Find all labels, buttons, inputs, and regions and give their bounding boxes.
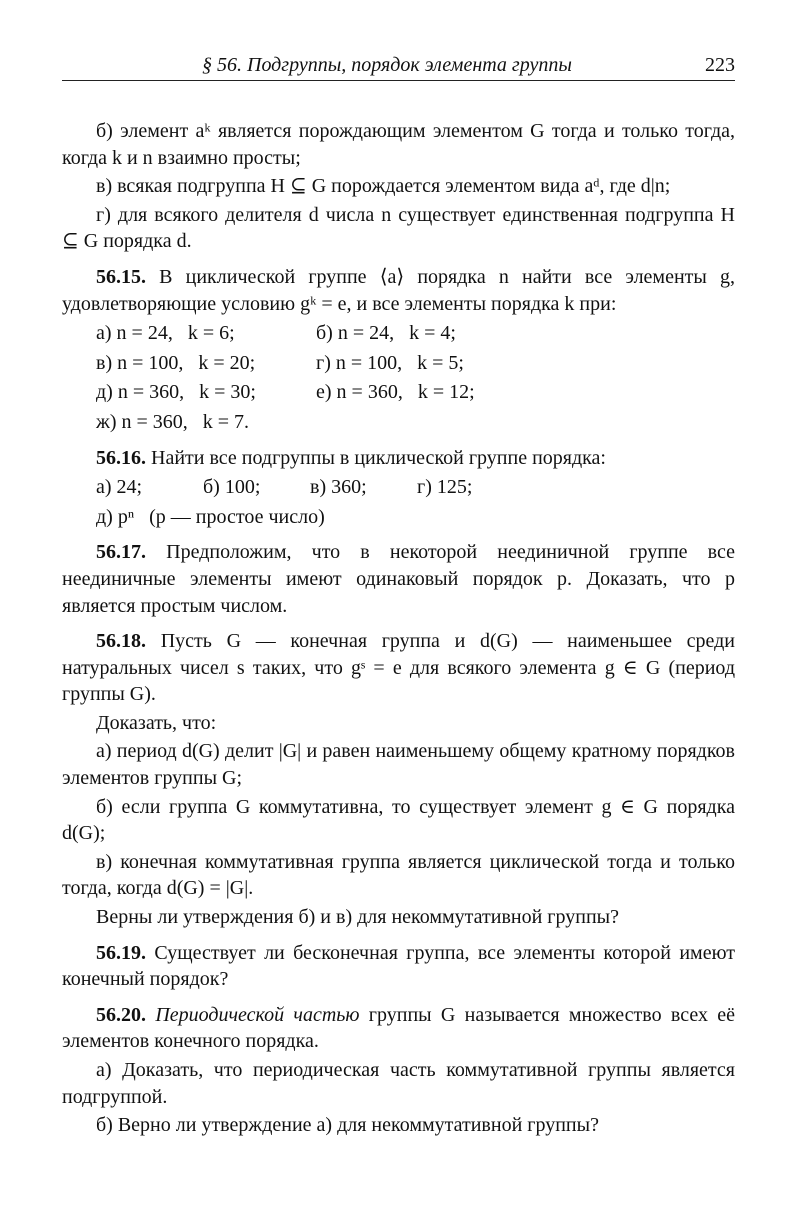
problem-number: 56.18.: [96, 630, 146, 653]
problem-number: 56.19.: [96, 941, 146, 964]
problem-number: 56.17.: [96, 541, 146, 564]
list-row: [62, 379, 735, 406]
paragraph: Верны ли утверждения б) и в) для некоммутативной группы?: [96, 906, 619, 929]
list-item: а) n = 24, k = 6;: [96, 322, 235, 345]
problem-text: Существует ли бесконечная группа, все элементы которой имеют конечный порядок?: [62, 941, 735, 991]
list-item: а) 24;: [96, 476, 143, 499]
list-row: [62, 474, 735, 501]
problem-56-16: [62, 445, 735, 472]
problem-number: 56.15.: [96, 265, 146, 288]
paragraph: в) всякая подгруппа H ⊆ G порождается элементом вида aᵈ, где d|n;: [96, 175, 671, 198]
problem-56-20: [62, 1002, 735, 1055]
paragraph: а) период d(G) делит |G| и равен наименьшему общему кратному порядков элементов группы G;: [62, 740, 735, 790]
list-row: [62, 350, 735, 377]
paragraph: б) если группа G коммутативна, то существует элемент g ∈ G порядка d(G);: [62, 795, 735, 845]
paragraph: в) конечная коммутативная группа является циклической тогда и только тогда, когда d(G) = |G|.: [62, 850, 735, 900]
problem-text: группы G называется множество всех её элементов конечного порядка.: [62, 1003, 735, 1053]
list-item: в) n = 100, k = 20;: [96, 351, 256, 374]
page-body: [62, 118, 735, 1139]
list-item: г) 125;: [417, 476, 473, 499]
running-header: [62, 52, 735, 81]
problem-56-18: [62, 628, 735, 708]
problem-56-15: [62, 264, 735, 317]
problem-text: В циклической группе ⟨a⟩ порядка n найти все элементы g, удовлетворяющие условию gᵏ = e, и все элементы порядка k при:: [62, 265, 736, 315]
problem-text: Пусть G — конечная группа и d(G) — наименьшее среди натуральных чисел s таких, что gˢ = e для всякого элемента g ∈ G (период группы G).: [62, 630, 736, 706]
paragraph: г) для всякого делителя d числа n существует единственная подгруппа H ⊆ G порядка d.: [62, 203, 735, 253]
paragraph: а) Доказать, что периодическая часть коммутативной группы является подгруппой.: [62, 1059, 735, 1108]
list-item: д) pⁿ (p — простое число): [96, 505, 325, 528]
paragraph: б) Верно ли утверждение а) для некоммутативной группы?: [96, 1114, 599, 1137]
defined-term: Периодической частью: [155, 1003, 360, 1026]
list-item: в) 360;: [310, 476, 367, 499]
paragraph: Доказать, что:: [96, 711, 217, 734]
list-item: г) n = 100, k = 5;: [316, 351, 464, 374]
page-number: 223: [705, 54, 735, 76]
list-row: [62, 409, 735, 436]
list-row: [62, 504, 735, 531]
problem-56-19: [62, 940, 735, 993]
header-title: § 56. Подгруппы, порядок элемента группы: [202, 54, 572, 76]
problem-text: Найти все подгруппы в циклической группе порядка:: [151, 446, 606, 469]
problem-number: 56.20.: [96, 1003, 146, 1026]
list-item: б) n = 24, k = 4;: [316, 322, 456, 345]
problem-number: 56.16.: [96, 446, 146, 469]
problem-text: Предположим, что в некоторой неединичной группе все неединичные элементы имеют одинаковый порядок p. Доказать, что p является простым числом.: [62, 541, 736, 617]
list-item: д) n = 360, k = 30;: [96, 381, 256, 404]
list-row: [62, 320, 735, 347]
list-item: б) 100;: [203, 476, 261, 499]
problem-56-17: [62, 539, 735, 619]
list-item: ж) n = 360, k = 7.: [96, 410, 250, 433]
paragraph: б) элемент aᵏ является порождающим элементом G тогда и только тогда, когда k и n взаимно просты;: [62, 120, 735, 169]
list-item: е) n = 360, k = 12;: [316, 381, 475, 404]
